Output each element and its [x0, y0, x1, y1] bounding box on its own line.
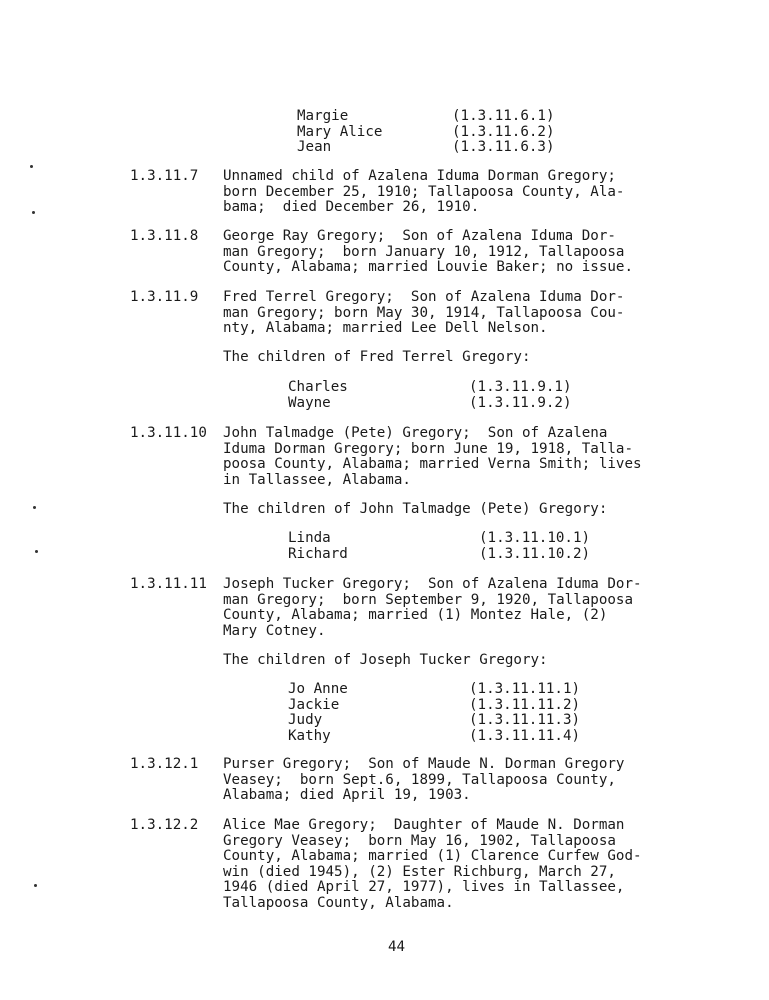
entry-line: Mary Cotney. [223, 622, 326, 639]
entry-line: Gregory Veasey; born May 16, 1902, Tallapoosa [223, 832, 616, 849]
entry-line: County, Alabama; married (1) Clarence Curfew God- [223, 848, 642, 865]
entry-line: Joseph Tucker Gregory; Son of Azalena Iduma Dor- [223, 576, 642, 592]
entry-number: 1.3.11.10 [130, 425, 207, 441]
entry-text [223, 818, 683, 912]
entry-line: County, Alabama; married (1) Montez Hale, (2) [223, 607, 608, 624]
child-id: (1.3.11.11.4) [469, 727, 581, 744]
entry-line: poosa County, Alabama; married Verna Smith; lives [223, 456, 642, 473]
child-id: (1.3.11.6.1) [452, 108, 555, 124]
scan-speck [35, 550, 38, 553]
entry-line: Tallapoosa County, Alabama. [223, 894, 454, 911]
list-item [297, 125, 555, 141]
children-list-joseph [288, 682, 580, 744]
entry-line: Alabama; died April 19, 1903. [223, 787, 471, 804]
child-id: (1.3.11.9.1) [469, 379, 572, 395]
child-name: Jean [297, 139, 332, 156]
child-id: (1.3.11.11.3) [469, 712, 581, 729]
child-id: (1.3.11.10.2) [479, 545, 591, 562]
scan-speck [34, 884, 37, 887]
child-name: Judy [288, 712, 323, 729]
list-item [288, 729, 580, 745]
entry-text [223, 290, 683, 337]
entry-line: John Talmadge (Pete) Gregory; Son of Azalena [223, 425, 608, 441]
child-name: Charles [288, 379, 348, 395]
list-item [288, 547, 590, 563]
entry-line: bama; died December 26, 1910. [223, 199, 480, 216]
entry-line: Alice Mae Gregory; Daughter of Maude N. Dorman [223, 817, 625, 833]
entry-text [223, 426, 683, 488]
child-name: Mary Alice [297, 123, 383, 140]
page-number: 44 [388, 939, 406, 955]
list-item [288, 396, 572, 412]
entry-number: 1.3.12.1 [130, 756, 199, 772]
list-item [288, 531, 590, 547]
entry-text [223, 577, 683, 639]
scan-speck [33, 506, 36, 509]
entry-line: man Gregory; born January 10, 1912, Tallapoosa [223, 243, 625, 260]
list-item [297, 140, 555, 156]
child-id: (1.3.11.11.2) [469, 696, 581, 713]
entry-line: in Tallassee, Alabama. [223, 471, 411, 488]
scan-speck [32, 211, 35, 214]
entry-number: 1.3.11.9 [130, 289, 199, 305]
entry-number: 1.3.12.2 [130, 817, 199, 833]
child-id: (1.3.11.6.2) [452, 123, 555, 140]
child-id: (1.3.11.11.1) [469, 681, 581, 697]
entry-line: Fred Terrel Gregory; Son of Azalena Iduma Dor- [223, 289, 625, 305]
child-name: Jackie [288, 696, 340, 713]
entry-text [223, 757, 683, 804]
child-name: Wayne [288, 394, 331, 411]
list-item [288, 682, 580, 698]
scan-speck [30, 165, 33, 168]
child-name: Margie [297, 108, 349, 124]
child-name: Richard [288, 545, 348, 562]
entry-line: born December 25, 1910; Tallapoosa County, Ala- [223, 183, 625, 200]
list-item [288, 380, 572, 396]
entry-line: nty, Alabama; married Lee Dell Nelson. [223, 320, 548, 337]
entry-line: Purser Gregory; Son of Maude N. Dorman Gregory [223, 756, 625, 772]
entry-line: 1946 (died April 27, 1977), lives in Tallassee, [223, 879, 625, 896]
entry-number: 1.3.11.11 [130, 576, 207, 592]
children-intro: The children of John Talmadge (Pete) Gregory: [223, 501, 608, 517]
child-name: Linda [288, 530, 331, 546]
entry-line: Unnamed child of Azalena Iduma Dorman Gregory; [223, 168, 616, 184]
entry-line: Veasey; born Sept.6, 1899, Tallapoosa County, [223, 771, 616, 788]
child-id: (1.3.11.6.3) [452, 139, 555, 156]
entry-text [223, 169, 683, 216]
entry-line: win (died 1945), (2) Ester Richburg, March 27, [223, 863, 616, 880]
entry-line: Iduma Dorman Gregory; born June 19, 1918, Talla- [223, 440, 633, 457]
children-intro: The children of Joseph Tucker Gregory: [223, 652, 548, 668]
child-name: Kathy [288, 727, 331, 744]
children-intro: The children of Fred Terrel Gregory: [223, 349, 531, 365]
entry-number: 1.3.11.7 [130, 168, 199, 184]
entry-text [223, 229, 683, 276]
children-list-top [297, 109, 555, 156]
child-id: (1.3.11.9.2) [469, 394, 572, 411]
entry-line: man Gregory; born September 9, 1920, Tallapoosa [223, 591, 633, 608]
entry-line: man Gregory; born May 30, 1914, Tallapoosa Cou- [223, 304, 625, 321]
child-name: Jo Anne [288, 681, 348, 697]
entry-number: 1.3.11.8 [130, 228, 199, 244]
list-item [288, 698, 580, 714]
list-item [288, 713, 580, 729]
list-item [297, 109, 555, 125]
entry-line: George Ray Gregory; Son of Azalena Iduma Dor- [223, 228, 616, 244]
children-list-fred [288, 380, 572, 411]
child-id: (1.3.11.10.1) [479, 530, 591, 546]
entry-line: County, Alabama; married Louvie Baker; no issue. [223, 259, 633, 276]
children-list-john [288, 531, 590, 562]
